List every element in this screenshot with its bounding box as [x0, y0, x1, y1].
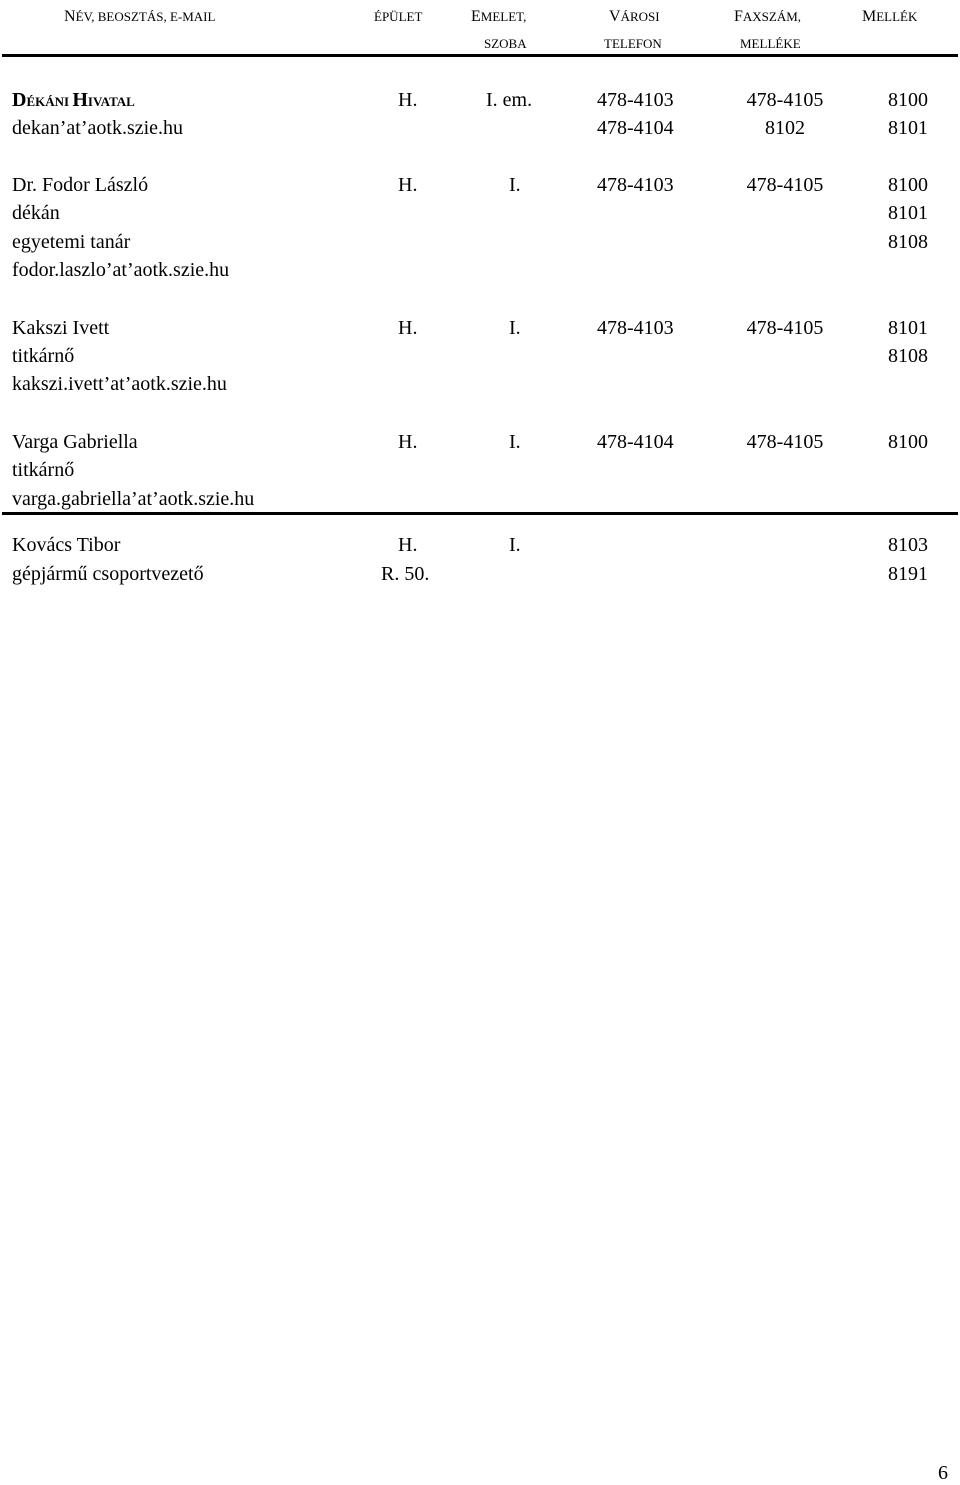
role-kakszi: titkárnő — [12, 345, 75, 367]
varosi-varga: 478-4104 — [597, 431, 674, 453]
header-divider — [2, 54, 958, 57]
fax-varga: 478-4105 — [746, 431, 824, 453]
mellek-fodor-3: 8108 — [888, 231, 928, 253]
header-nev: NÉV, BEOSZTÁS, E-MAIL — [64, 8, 216, 25]
role-kovacs: gépjármű csoportvezető — [12, 563, 204, 585]
epulet-fodor: H. — [398, 174, 418, 196]
name-fodor: Dr. Fodor László — [12, 174, 149, 196]
section-title-dekani-hivatal: DÉKÁNI HIVATAL — [12, 89, 135, 111]
emelet-varga: I. — [509, 431, 521, 453]
mellek-kovacs-2: 8191 — [888, 563, 928, 585]
header-faxszam: FAXSZÁM, — [734, 8, 802, 25]
mellek-kakszi-1: 8101 — [888, 317, 928, 339]
emelet-fodor: I. — [509, 174, 521, 196]
name-kovacs: Kovács Tibor — [12, 534, 121, 556]
role-varga: titkárnő — [12, 459, 75, 481]
mellek-fodor-2: 8101 — [888, 202, 928, 224]
name-kakszi: Kakszi Ivett — [12, 317, 110, 339]
fax-fodor: 478-4105 — [746, 174, 824, 196]
role-fodor-1: dékán — [12, 202, 60, 224]
varosi-kakszi: 478-4103 — [597, 317, 674, 339]
epulet-dekanat: H. — [398, 89, 418, 111]
mellek-dekanat-1: 8100 — [888, 89, 928, 111]
mellek-dekanat-2: 8101 — [888, 117, 928, 139]
emelet-kakszi: I. — [509, 317, 521, 339]
varosi-dekanat-1: 478-4103 — [597, 89, 674, 111]
header-varosi: VÁROSI — [609, 8, 660, 25]
epulet-kovacs-2: R. 50. — [381, 563, 430, 585]
fax-dekanat-2: 8102 — [765, 117, 805, 139]
mellek-fodor-1: 8100 — [888, 174, 928, 196]
mellek-kovacs-1: 8103 — [888, 534, 928, 556]
header-mellek: MELLÉK — [862, 8, 918, 25]
header-emelet: EMELET, — [471, 8, 527, 25]
role-fodor-2: egyetemi tanár — [12, 231, 131, 253]
email-dekanat: dekan’at’aotk.szie.hu — [12, 117, 184, 139]
section-divider — [2, 512, 958, 515]
mellek-kakszi-2: 8108 — [888, 345, 928, 367]
varosi-fodor: 478-4103 — [597, 174, 674, 196]
page-number: 6 — [938, 1462, 948, 1484]
header-szoba: SZOBA — [484, 36, 527, 51]
epulet-varga: H. — [398, 431, 418, 453]
email-varga: varga.gabriella’at’aotk.szie.hu — [12, 488, 255, 510]
header-mellek-sub: MELLÉKE — [740, 36, 801, 51]
epulet-kakszi: H. — [398, 317, 418, 339]
email-fodor: fodor.laszlo’at’aotk.szie.hu — [12, 259, 230, 281]
header-epulet: ÉPÜLET — [374, 9, 423, 24]
emelet-dekanat: I. em. — [486, 89, 533, 111]
fax-dekanat-1: 478-4105 — [746, 89, 824, 111]
emelet-kovacs: I. — [509, 534, 521, 556]
header-telefon: TELEFON — [604, 36, 662, 51]
epulet-kovacs-1: H. — [398, 534, 418, 556]
mellek-varga: 8100 — [888, 431, 928, 453]
fax-kakszi: 478-4105 — [746, 317, 824, 339]
table-header — [0, 0, 960, 56]
email-kakszi: kakszi.ivett’at’aotk.szie.hu — [12, 373, 227, 395]
name-varga: Varga Gabriella — [12, 431, 138, 453]
varosi-dekanat-2: 478-4104 — [597, 117, 674, 139]
